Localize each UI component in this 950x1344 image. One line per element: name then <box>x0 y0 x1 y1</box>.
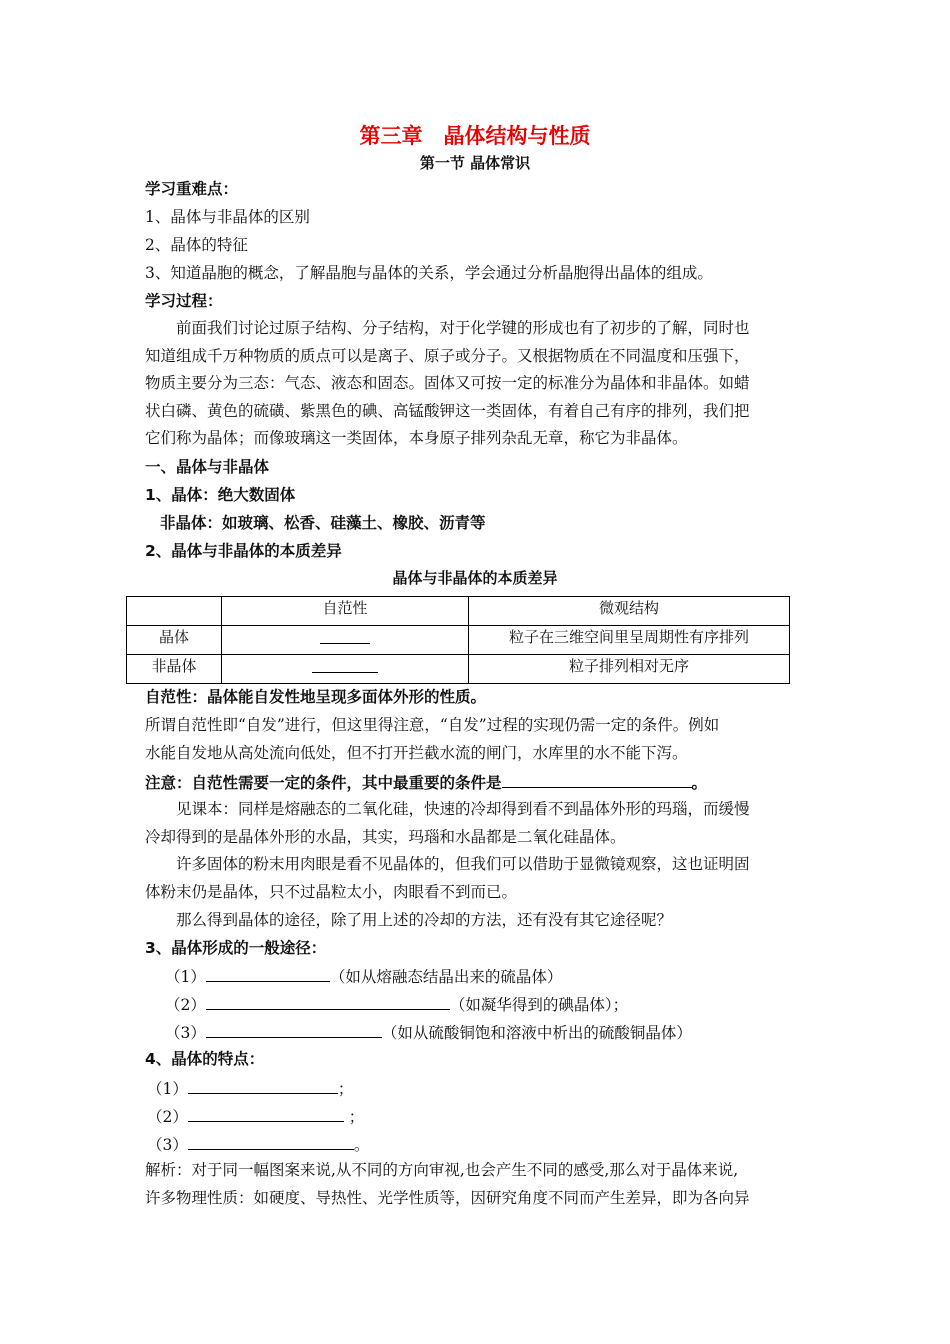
textbook-para3: 那么得到晶体的途径，除了用上述的冷却的方法，还有没有其它途径呢？ <box>176 911 673 929</box>
table-cell: 非晶体 <box>127 655 222 684</box>
chapter-title: 第三章 晶体结构与性质 <box>359 124 591 148</box>
item-end: 。 <box>353 1136 370 1154</box>
section-title: 第一节 晶体常识 <box>419 154 531 172</box>
note-line <box>145 770 707 794</box>
self-property-explain-2: 水能自发地从高处流向低处，但不打开拦截水流的闸门，水库里的水不能下泻。 <box>145 744 688 762</box>
item-end: ； <box>337 1080 354 1098</box>
item-number: （1） <box>147 1080 188 1098</box>
item-note: （如从硫酸铜饱和溶液中析出的硫酸铜晶体） <box>381 1024 692 1042</box>
answer-blank[interactable] <box>188 1104 344 1122</box>
section3-heading: 3、晶体形成的一般途径： <box>145 939 327 957</box>
self-property-explain-1: 所谓自范性即“自发”进行，但这里得注意，“自发”过程的实现仍需一定的条件。例如 <box>145 716 720 734</box>
textbook-para1-line2: 冷却得到的是晶体外形的水晶，其实，玛瑙和水晶都是二氧化硅晶体。 <box>145 828 626 846</box>
comparison-table <box>126 596 790 684</box>
answer-blank[interactable] <box>188 1132 354 1150</box>
item-number: （3） <box>165 1024 206 1042</box>
key-point-1: 1、晶体与非晶体的区别 <box>145 208 310 226</box>
feature-item-2 <box>147 1104 364 1128</box>
note-suffix: 。 <box>691 774 708 792</box>
textbook-para1-line1: 见课本：同样是熔融态的二氧化硅，快速的冷却得到看不到晶体外形的玛瑙，而缓慢 <box>176 800 750 818</box>
answer-blank[interactable] <box>206 992 450 1010</box>
section1-sub2: 2、晶体与非晶体的本质差异 <box>145 542 342 560</box>
section4-heading: 4、晶体的特点： <box>145 1050 265 1068</box>
answer-blank[interactable] <box>188 1076 338 1094</box>
crystal-definition: 1、晶体：绝大数固体 <box>145 486 296 504</box>
note-prefix: 注意：自范性需要一定的条件，其中最重要的条件是 <box>145 774 502 792</box>
answer-blank[interactable] <box>502 770 692 788</box>
table-cell-blank <box>222 655 469 684</box>
table-header-cell: 微观结构 <box>469 597 790 626</box>
item-end: ； <box>343 1108 365 1126</box>
intro-line-1: 前面我们讨论过原子结构、分子结构，对于化学键的形成也有了初步的了解，同时也 <box>176 319 750 337</box>
analysis-line-2: 许多物理性质：如硬度、导热性、光学性质等，因研究角度不同而产生差异，即为各向异 <box>145 1189 750 1207</box>
key-point-3: 3、知道晶胞的概念，了解晶胞与晶体的关系，学会通过分析晶胞得出晶体的组成。 <box>145 264 713 282</box>
table-caption: 晶体与非晶体的本质差异 <box>392 569 558 587</box>
feature-item-1 <box>147 1076 353 1100</box>
table-header-row <box>127 597 790 626</box>
answer-blank[interactable] <box>206 1020 382 1038</box>
intro-line-5: 它们称为晶体；而像玻璃这一类固体，本身原子排列杂乱无章，称它为非晶体。 <box>145 429 688 447</box>
table-cell: 晶体 <box>127 626 222 655</box>
intro-line-2: 知道组成千万种物质的质点可以是离子、原子或分子。又根据物质在不同温度和压强下， <box>145 347 750 365</box>
analysis-line-1: 解析：对于同一幅图案来说,从不同的方向审视,也会产生不同的感受,那么对于晶体来说, <box>145 1161 739 1179</box>
table-header-cell <box>127 597 222 626</box>
answer-blank[interactable] <box>320 626 370 644</box>
intro-line-4: 状白磷、黄色的硫磺、紫黑色的碘、高锰酸钾这一类固体，有着自己有序的排列，我们把 <box>145 402 750 420</box>
textbook-para2-line1: 许多固体的粉末用肉眼是看不见晶体的，但我们可以借助于显微镜观察，这也证明固 <box>176 855 750 873</box>
item-number: （1） <box>165 968 206 986</box>
feature-item-3 <box>147 1132 369 1156</box>
key-point-2: 2、晶体的特征 <box>145 236 248 254</box>
self-property-definition: 自范性：晶体能自发性地呈现多面体外形的性质。 <box>145 688 487 706</box>
key-points-heading: 学习重难点： <box>145 180 239 198</box>
table-row <box>127 655 790 684</box>
table-cell-blank <box>222 626 469 655</box>
item-number: （3） <box>147 1136 188 1154</box>
item-number: （2） <box>165 996 206 1014</box>
process-heading: 学习过程： <box>145 292 223 310</box>
textbook-para2-line2: 体粉末仍是晶体，只不过晶粒太小，肉眼看不到而已。 <box>145 883 518 901</box>
item-number: （2） <box>147 1108 188 1126</box>
table-row <box>127 626 790 655</box>
section1-heading: 一、晶体与非晶体 <box>145 458 270 476</box>
table-cell: 粒子排列相对无序 <box>469 655 790 684</box>
answer-blank[interactable] <box>312 655 378 673</box>
table-header-cell: 自范性 <box>222 597 469 626</box>
table-cell: 粒子在三维空间里呈周期性有序排列 <box>469 626 790 655</box>
noncrystal-definition: 非晶体：如玻璃、松香、硅藻土、橡胶、沥青等 <box>160 514 486 532</box>
item-note: （如从熔融态结晶出来的硫晶体） <box>329 968 563 986</box>
intro-line-3: 物质主要分为三态：气态、液态和固态。固体又可按一定的标准分为晶体和非晶体。如蜡 <box>145 374 750 392</box>
formation-item-1 <box>165 964 562 988</box>
answer-blank[interactable] <box>206 964 330 982</box>
item-note: （如凝华得到的碘晶体）； <box>449 996 629 1014</box>
formation-item-3 <box>165 1020 692 1044</box>
formation-item-2 <box>165 992 628 1016</box>
